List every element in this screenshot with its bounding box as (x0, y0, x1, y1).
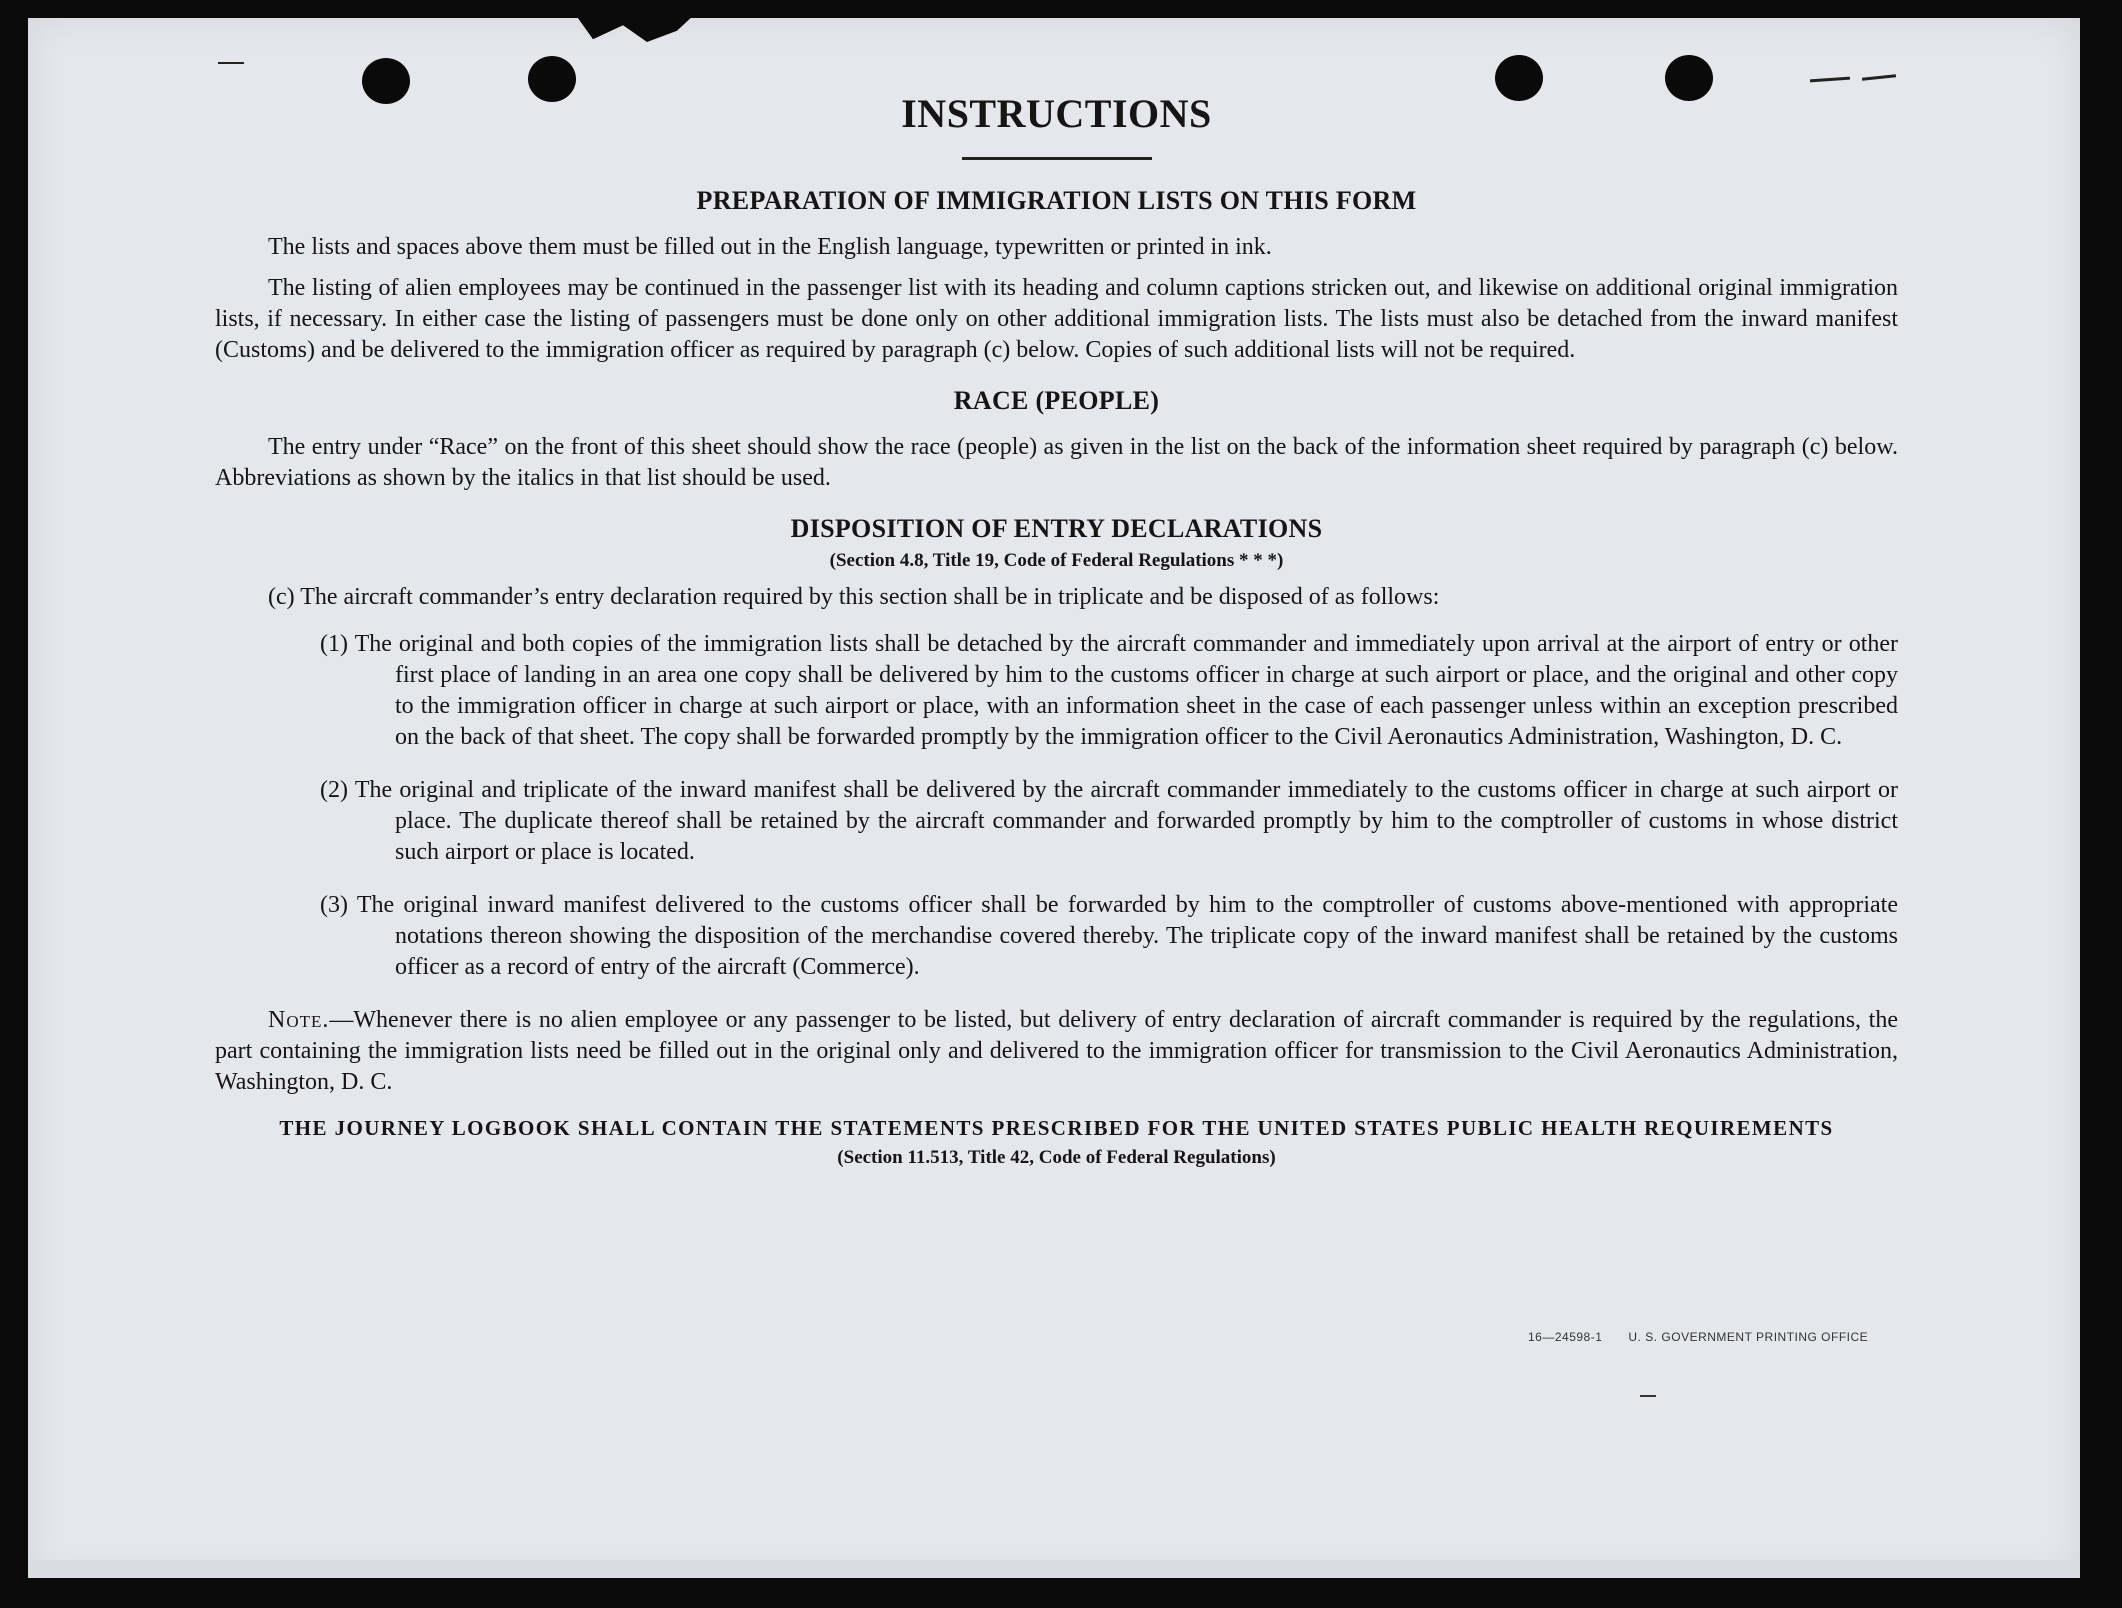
logbook-heading: THE JOURNEY LOGBOOK SHALL CONTAIN THE STATEMENTS PRESCRIBED FOR THE UNITED STATES PUBLIC HEALTH REQUIREMENTS (279, 1116, 1834, 1140)
page-title: INSTRUCTIONS (901, 91, 1212, 136)
disposition-item-1: (1) The original and both copies of the immigration lists shall be detached by the aircraft commander and immediately upon arrival at the airport of entry or other first place of landing in an area one copy shall be delivered by him to the customs officer in charge at such airport or place, and the original and other copy to the immigration officer in charge at such airport or place, with an information sheet in the case of each passenger unless within an exception prescribed on the back of that sheet. The copy shall be forwarded promptly by the immigration officer to the Civil Aeronautics Administration, Washington, D. C. (320, 631, 1898, 750)
disposition-heading: DISPOSITION OF ENTRY DECLARATIONS (790, 514, 1323, 543)
disposition-lead: (c) The aircraft commander’s entry declaration required by this section shall be in triplicate and be disposed of as follows: (268, 584, 1440, 610)
instructions-content (215, 90, 1898, 1169)
footer-dash (1640, 1395, 1656, 1397)
preparation-heading: PREPARATION OF IMMIGRATION LISTS ON THIS FORM (696, 186, 1417, 215)
note-paragraph (215, 1005, 1898, 1098)
disposition-citation: (Section 4.8, Title 19, Code of Federal Regulations * * *) (829, 550, 1284, 571)
title-rule (962, 157, 1152, 160)
race-heading: RACE (PEOPLE) (953, 386, 1160, 415)
page-edge (28, 1560, 2080, 1578)
form-number: 16—24598-1 (1528, 1330, 1603, 1344)
printer-name: U. S. GOVERNMENT PRINTING OFFICE (1628, 1330, 1869, 1344)
ink-mark (218, 62, 244, 64)
logbook-citation: (Section 11.513, Title 42, Code of Federal Regulations) (837, 1147, 1276, 1168)
preparation-paragraph-2: The listing of alien employees may be continued in the passenger list with its heading and column captions stricken out, and likewise on additional original immigration lists, if necessary. In either case the listing of passengers must be done only on other additional immigration lists. The lists must also be detached from the inward manifest (Customs) and be delivered to the immigration officer as required by paragraph (c) below. Copies of such additional lists will not be required. (215, 275, 1898, 363)
disposition-item-3: (3) The original inward manifest delivered to the customs officer shall be forwarded by him to the comptroller of customs above-mentioned with appropriate notations thereon showing the disposition of the merchandise covered thereby. The triplicate copy of the inward manifest shall be retained by the customs officer as a record of entry of the aircraft (Commerce). (320, 892, 1898, 980)
preparation-paragraph-1: The lists and spaces above them must be filled out in the English language, typewritten or printed in ink. (268, 234, 1272, 260)
note-text: —Whenever there is no alien employee or any passenger to be listed, but delivery of entry declaration of aircraft commander is required by the regulations, the part containing the immigration lists need be filled out in the original only and delivered to the immigration officer for transmission to the Civil Aeronautics Administration, Washington, D. C. (215, 1007, 1898, 1095)
note-label: Note. (268, 1007, 330, 1033)
printer-imprint (1528, 1330, 1868, 1344)
disposition-item-2: (2) The original and triplicate of the inward manifest shall be delivered by the aircraft commander immediately to the customs officer in charge at such airport or place. The duplicate thereof shall be retained by the aircraft commander and forwarded promptly by him to the comptroller of customs in whose district such airport or place is located. (320, 777, 1898, 865)
race-paragraph: The entry under “Race” on the front of this sheet should show the race (people) as given in the list on the back of the information sheet required by paragraph (c) below. Abbreviations as shown by the italics in that list should be used. (215, 434, 1898, 491)
